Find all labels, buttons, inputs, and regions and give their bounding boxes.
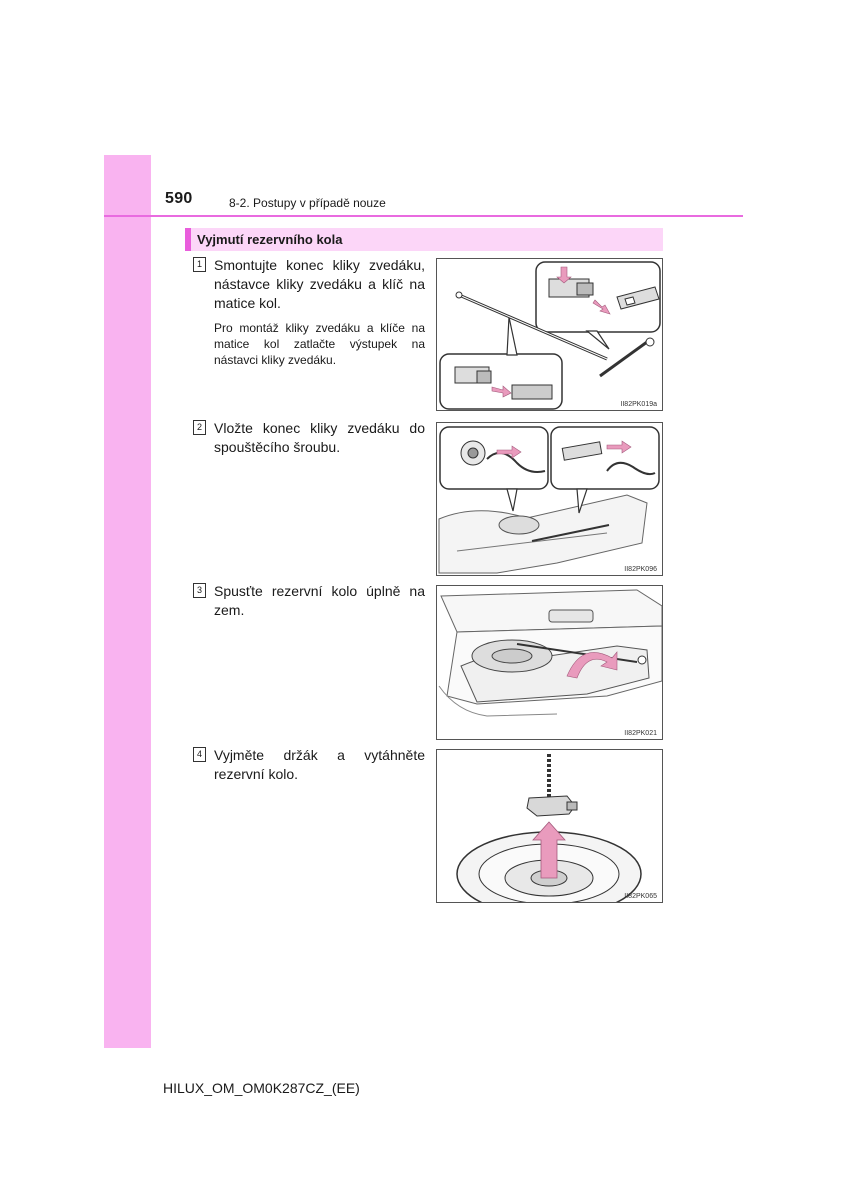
section-title: Vyjmutí rezervního kola bbox=[197, 232, 343, 247]
step-text: Vložte konec kliky zvedáku do spouštěcího šroubu. bbox=[214, 420, 425, 455]
step-number: 3 bbox=[193, 583, 206, 598]
figure-lower-spare-wheel bbox=[436, 585, 663, 740]
section-heading: 8-2. Postupy v případě nouze bbox=[229, 196, 386, 210]
side-color-band bbox=[104, 155, 151, 1048]
figure-code: II82PK019a bbox=[620, 401, 657, 408]
remove-holder-illustration bbox=[437, 750, 663, 903]
figure-jack-handle-assembly bbox=[436, 258, 663, 411]
title-accent bbox=[185, 228, 191, 251]
step-note: Pro montáž kliky zvedáku a klíče na matice kol zatlačte výstupek na nástavci kliky zvedáku. bbox=[214, 321, 425, 367]
step-text: Vyjměte držák a vytáhněte rezervní kolo. bbox=[214, 747, 425, 782]
step-text: Spusťte rezervní kolo úplně na zem. bbox=[214, 583, 425, 618]
header-rule bbox=[104, 215, 743, 217]
figure-code: II82PK065 bbox=[624, 893, 657, 900]
page-number: 590 bbox=[165, 190, 193, 207]
figure-insert-handle bbox=[436, 422, 663, 576]
insert-handle-illustration bbox=[437, 423, 663, 576]
jack-handle-illustration bbox=[437, 259, 663, 411]
step-number: 2 bbox=[193, 420, 206, 435]
figure-remove-holder bbox=[436, 749, 663, 903]
lower-spare-illustration bbox=[437, 586, 663, 740]
step-number: 1 bbox=[193, 257, 206, 272]
step-3 bbox=[193, 582, 425, 620]
step-4 bbox=[193, 746, 425, 784]
step-2 bbox=[193, 419, 425, 457]
step-number: 4 bbox=[193, 747, 206, 762]
footer-document-id: HILUX_OM_OM0K287CZ_(EE) bbox=[163, 1080, 360, 1096]
figure-code: II82PK096 bbox=[624, 566, 657, 573]
step-text: Smontujte konec kliky zvedáku, nástavce kliky zvedáku a klíč na matice kol. bbox=[214, 257, 425, 311]
section-title-bar bbox=[185, 228, 663, 251]
figure-code: II82PK021 bbox=[624, 730, 657, 737]
step-1 bbox=[193, 256, 425, 368]
